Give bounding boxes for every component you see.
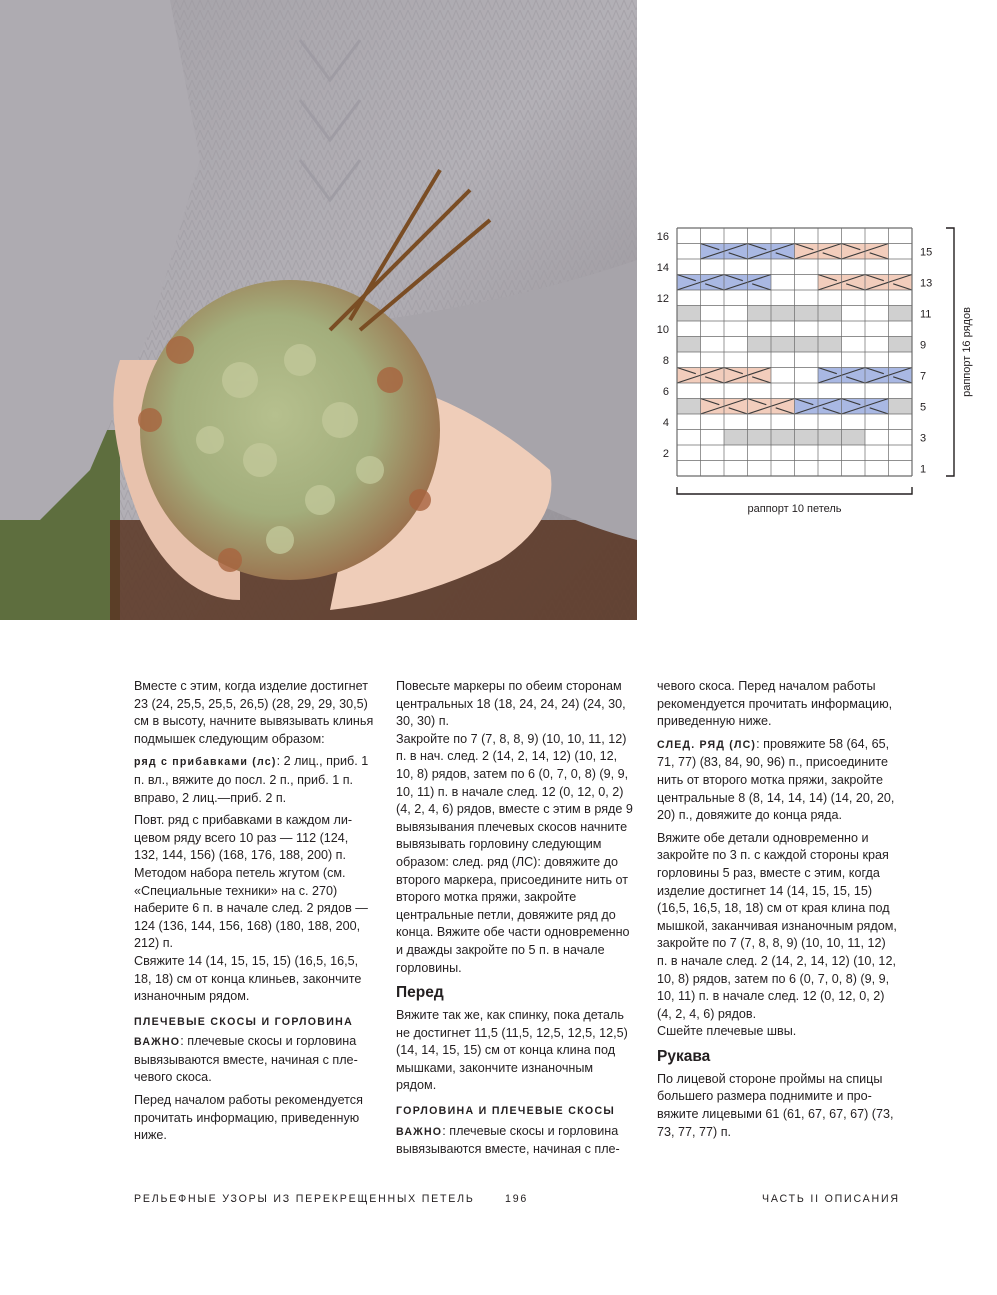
important-text: : плечевые скосы и горловина вывязываются вместе, начиная с пле- xyxy=(396,1123,620,1157)
paragraph: Повесьте маркеры по обеим сторонам центральных 18 (18, 24, 24, 24) (24, 30, 30, 30) п. xyxy=(396,679,626,729)
important-label: ВАЖНО xyxy=(134,1036,181,1049)
purl-cell xyxy=(677,337,701,353)
subheading-text: ГОРЛОВИНА И ПЛЕЧЕВЫЕ СКОСЫ xyxy=(396,1105,616,1118)
subheading xyxy=(134,1014,374,1032)
stitch-repeat-label: раппорт 10 петель xyxy=(747,503,842,515)
important-note xyxy=(134,1033,374,1087)
row-number: 12 xyxy=(656,292,669,305)
row-text: : провяжите 58 (64, 65, 71, 77) (83, 84, 90, 96) п., присоедините нить от второго мотка пряжи, закройте центральные 8 (8, 14, 14, 14) (14, 20, 20, 20) п., довяжите до конца ряда. xyxy=(657,736,895,823)
sweater-photo xyxy=(0,0,637,620)
paragraph: Повт. ряд с прибавками в каждом лицевом ряду всего 10 раз — 112 (124, 132, 144, 156) (168, 176, 188, 200) п. Методом набора петель жгутом (см. «Специальные техники» на с. 270) наберите 6 п. в начале след. 2 рядов — 124 (136, 144, 156, 168) (180, 188, 200, 212) п. xyxy=(134,813,368,951)
row-number: 1 xyxy=(920,463,927,476)
important-label: ВАЖНО xyxy=(396,1125,443,1138)
row-number: 9 xyxy=(920,339,927,352)
row-number: 3 xyxy=(920,432,927,445)
increase-row-instruction xyxy=(134,753,374,807)
row-number: 11 xyxy=(920,308,932,321)
row-number: 2 xyxy=(662,447,669,460)
important-text: : плечевые скосы и горловина вывязываются вместе, начиная с плечевого скоса. xyxy=(134,1034,358,1085)
section-heading: Рукава xyxy=(657,1047,711,1065)
row-repeat-bracket xyxy=(946,228,954,476)
purl-cell xyxy=(889,337,913,353)
paragraph: Сшейте плечевые швы. xyxy=(657,1024,797,1039)
row-label: СЛЕД. РЯД (ЛС) xyxy=(657,738,757,751)
row-number: 10 xyxy=(656,323,669,336)
paragraph: чевого скоса. Перед началом работы рекомендуется прочитать информацию, приведенную ниже. xyxy=(657,679,893,729)
footer-running-title: РЕЛЬЕФНЫЕ УЗОРЫ ИЗ ПЕРЕКРЕЩЕННЫХ ПЕТЕЛЬ xyxy=(134,1193,475,1205)
row-number: 14 xyxy=(656,261,669,274)
page-number: 196 xyxy=(505,1193,529,1205)
paragraph: По лицевой стороне проймы на спицы большего размера поднимите и провяжите лицевыми 61 (61, 67, 67, 67) (73, 73, 77, 77) п. xyxy=(657,1071,894,1139)
row-number: 13 xyxy=(920,277,933,290)
paragraph: Вяжите обе детали одновременно и закройте по 3 п. с каждой стороны края горловины 5 раз, вместе с этим, когда изделие достигнет 14 (14, 15, 15, 15) (16,5, 16,5, 18, 18) см от края клина под мышкой, заканчивая изнаночным рядом, закройте по 7 (7, 8, 8, 9) (10, 10, 11, 12) п. в начале след. 2 (14, 2, 14, 12) (10, 12, 10, 8) рядов, затем по 6 (0, 7, 0, 8) (9, 9, 10, 11) п. в начале след. 12 (0, 12, 0, 2) (4, 2, 4, 6) рядов. xyxy=(657,830,897,1021)
purl-cell xyxy=(889,306,913,322)
row-number: 7 xyxy=(920,370,927,383)
purl-cell xyxy=(677,399,701,415)
purl-cell xyxy=(889,399,913,415)
row-number: 5 xyxy=(920,401,927,414)
subheading-text: ПЛЕЧЕВЫЕ СКОСЫ И ГОРЛОВИНА xyxy=(134,1015,354,1028)
paragraph: Свяжите 14 (14, 15, 15, 15) (16,5, 16,5, 18, 18) см от конца клиньев, закончите изнаночным рядом. xyxy=(134,953,362,1004)
row-text: : 2 лиц., приб. 1 п. вл., вяжите до посл. 2 п., приб. 1 п. вправо, 2 лиц.—приб. 2 п. xyxy=(134,754,369,805)
next-row-instruction xyxy=(657,736,897,825)
subheading xyxy=(396,1103,636,1121)
section-heading: Перед xyxy=(396,984,444,1002)
row-number: 8 xyxy=(662,354,669,367)
paragraph: Вместе с этим, когда изделие достигнет 23 (24, 25,5, 25,5, 26,5) (28, 29, 29, 30,5) см в высоту, начните вывязывать клинья подмышек следующим образом: xyxy=(134,679,374,746)
row-number: 16 xyxy=(656,230,669,243)
paragraph: Закройте по 7 (7, 8, 8, 9) (10, 10, 11, 12) п. в нач. след. 2 (14, 2, 14, 12) (10, 12, 10, 8) рядов, затем по 6 (0, 7, 0, 8) (9, 9, 10, 11) п. в начале след. 12 (0, 12, 0, 2) (4, 2, 4, 6) рядов, вместе с этим в ряде 9 вывязывания плечевых скосов начните вывязывать горловину следующим образом: след. ряд (ЛС): довяжите до второго маркера, присоедините нить от второго мотка пряжи, закройте центральные петли, довяжите ряд до конца. Вяжите обе части одновременно и дважды закройте по 5 п. в начале горловины. xyxy=(396,731,633,975)
important-note xyxy=(396,1123,636,1159)
stitch-repeat-bracket xyxy=(677,487,912,494)
paragraph: Перед началом работы рекомендуется прочитать информацию, приведенную ниже. xyxy=(134,1093,363,1143)
paragraph: Вяжите так же, как спинку, пока деталь не достигнет 11,5 (11,5, 12,5, 12,5, 12,5) (14, 14, 15, 15) см от конца клина под мышками, закончите изнаночным рядом. xyxy=(396,1008,628,1093)
text-column-1 xyxy=(134,678,374,1150)
text-column-2 xyxy=(396,678,636,1164)
row-number: 6 xyxy=(662,385,669,398)
footer-section-title: ЧАСТЬ II ОПИСАНИЯ xyxy=(762,1193,900,1205)
row-label: ряд с прибавками (лс) xyxy=(134,756,277,769)
purl-cell xyxy=(677,306,701,322)
row-number: 15 xyxy=(920,246,933,259)
row-number: 4 xyxy=(662,416,669,429)
text-column-3 xyxy=(657,678,897,1146)
row-repeat-label: раппорт 16 рядов xyxy=(961,307,973,397)
knitting-chart xyxy=(640,218,997,528)
